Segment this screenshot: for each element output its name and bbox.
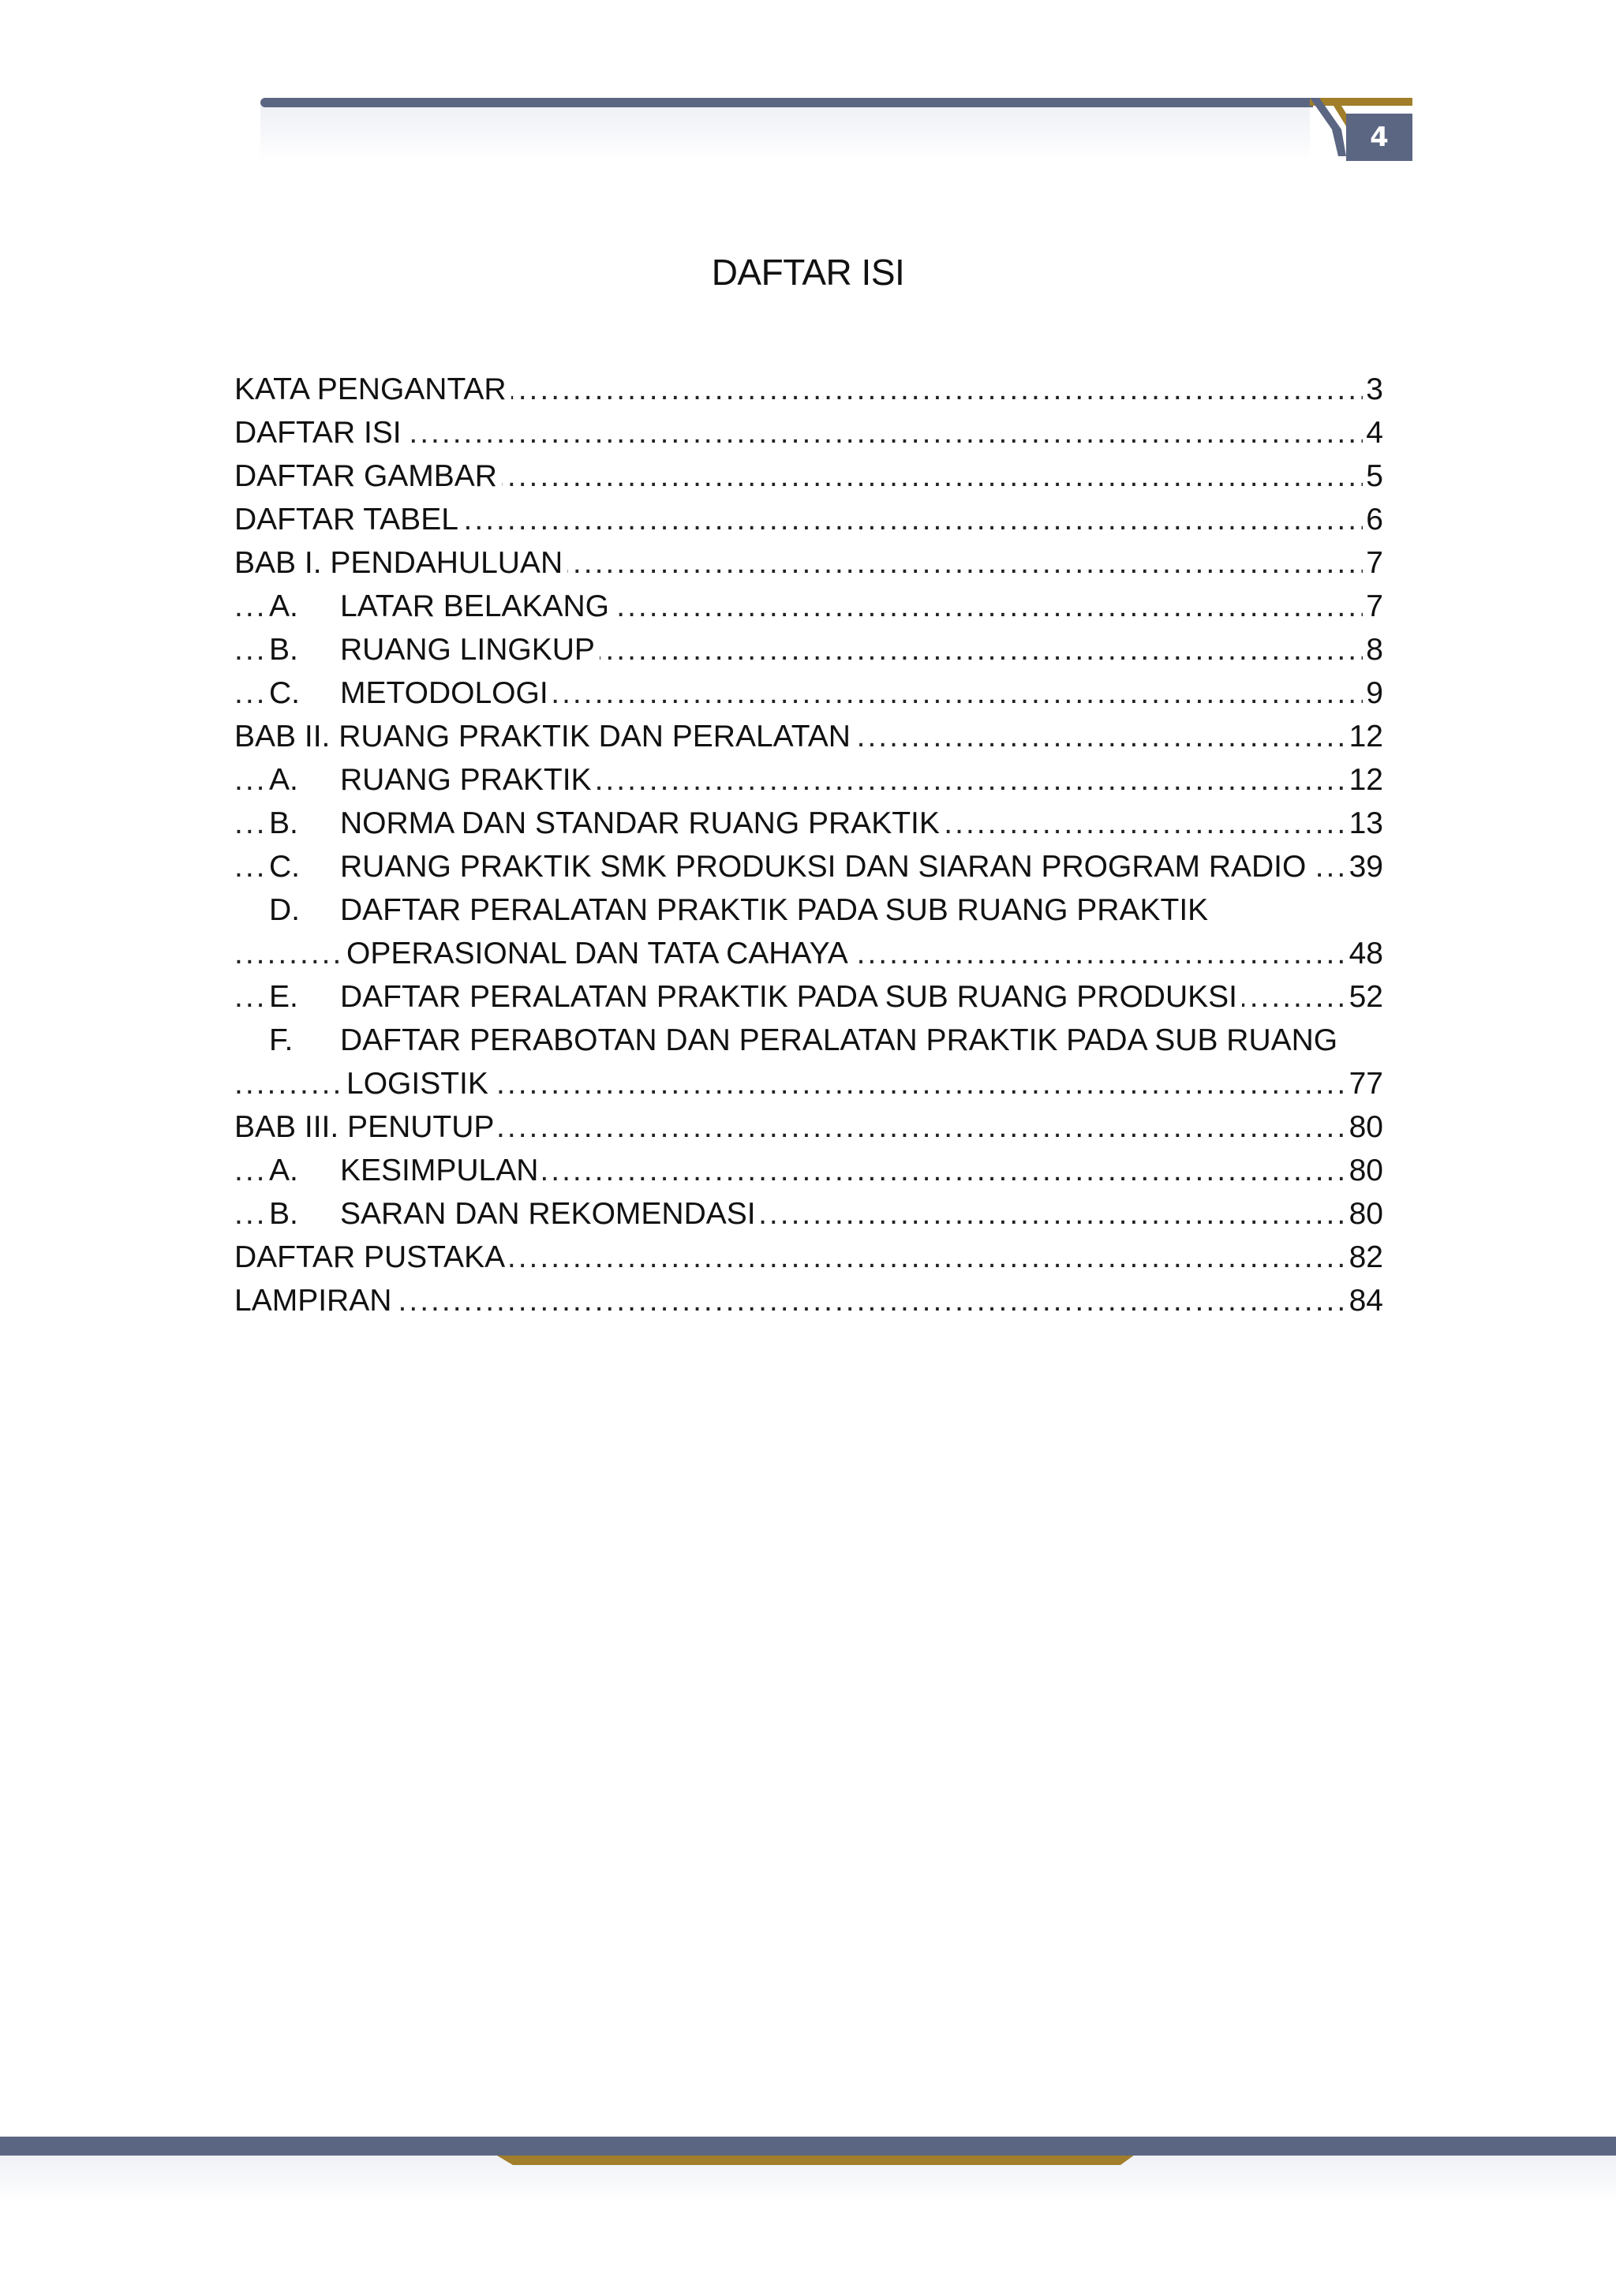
toc-entry-continuation-label: OPERASIONAL DAN TATA CAHAYA (346, 932, 853, 975)
toc-dot-leader (234, 1279, 1383, 1322)
toc-entry[interactable] (234, 715, 1383, 758)
toc-entry-page: 82 (1346, 1236, 1383, 1279)
toc-entry-letter: A. (269, 589, 298, 623)
toc-entry-page: 9 (1363, 671, 1383, 715)
toc-entry-continuation[interactable] (234, 1062, 1383, 1105)
toc-entry-letter: A. (269, 1154, 298, 1187)
toc-entry-label: DAFTAR PERABOTAN DAN PERALATAN PRAKTIK PADA SUB RUANG (340, 1023, 1338, 1057)
toc-entry-title (269, 628, 600, 671)
toc-dot-leader (234, 411, 1383, 454)
toc-entry-letter: F. (269, 1023, 294, 1057)
toc-entry-title (234, 368, 511, 411)
toc-entry-letter: C. (269, 850, 300, 884)
toc-entry-label: RUANG PRAKTIK (340, 763, 592, 797)
toc-entry-label: DAFTAR ISI (234, 416, 402, 450)
page-title: DAFTAR ISI (711, 252, 905, 293)
toc-entry-title (234, 541, 567, 585)
toc-entry-continuation[interactable] (234, 932, 1383, 975)
toc-entry-title (234, 715, 855, 758)
toc-entry[interactable] (234, 975, 1383, 1019)
toc-entry-title (234, 1105, 499, 1149)
toc-entry-label: KESIMPULAN (340, 1154, 539, 1187)
toc-entry[interactable] (234, 802, 1383, 845)
toc-entry-label: DAFTAR PUSTAKA (234, 1240, 506, 1274)
toc-entry-letter: C. (269, 676, 300, 710)
toc-entry-label: DAFTAR GAMBAR (234, 459, 497, 493)
toc-entry-label: DAFTAR TABEL (234, 503, 458, 537)
toc-entry-title (269, 758, 597, 802)
toc-entry-label: BAB II. RUANG PRAKTIK DAN PERALATAN (234, 720, 851, 753)
toc-entry[interactable] (234, 758, 1383, 802)
toc-entry-page: 3 (1363, 368, 1383, 411)
toc-entry-page: 80 (1346, 1149, 1383, 1192)
toc-entry[interactable] (234, 671, 1383, 715)
toc-entry-title (269, 1019, 1337, 1062)
toc-entry[interactable] (234, 628, 1383, 671)
header-rule (260, 98, 1313, 107)
toc-entry[interactable] (234, 454, 1383, 498)
toc-entry-letter: E. (269, 980, 298, 1014)
toc-entry[interactable] (234, 1019, 1383, 1062)
table-of-contents (234, 368, 1383, 1322)
toc-entry-title (269, 1192, 761, 1236)
toc-entry-continuation-label: LOGISTIK (346, 1062, 493, 1105)
toc-entry-title (269, 888, 1208, 932)
toc-entry-letter: B. (269, 1197, 298, 1231)
toc-entry-label: SARAN DAN REKOMENDASI (340, 1197, 756, 1231)
toc-entry-page: 80 (1346, 1105, 1383, 1149)
toc-entry-title (269, 1149, 543, 1192)
toc-entry-page: 84 (1346, 1279, 1383, 1322)
toc-entry-page: 12 (1346, 758, 1383, 802)
toc-entry[interactable] (234, 1105, 1383, 1149)
toc-entry-label: BAB I. PENDAHULUAN (234, 546, 563, 580)
toc-entry-page: 39 (1346, 845, 1383, 888)
toc-entry[interactable] (234, 1149, 1383, 1192)
toc-entry-letter: A. (269, 763, 298, 797)
toc-entry[interactable] (234, 411, 1383, 454)
toc-entry-label: RUANG LINGKUP (340, 633, 595, 667)
toc-entry[interactable] (234, 368, 1383, 411)
toc-entry-label: NORMA DAN STANDAR RUANG PRAKTIK (340, 806, 940, 840)
toc-entry-letter: B. (269, 806, 298, 840)
toc-entry-page: 8 (1363, 628, 1383, 671)
toc-entry-label: KATA PENGANTAR (234, 372, 507, 406)
toc-entry-label: BAB III. PENUTUP (234, 1110, 495, 1144)
footer-rule (0, 2137, 1616, 2156)
toc-entry[interactable] (234, 1279, 1383, 1322)
toc-entry-page: 77 (1346, 1062, 1383, 1105)
toc-entry-page: 52 (1346, 975, 1383, 1019)
toc-entry-title (234, 411, 406, 454)
page-number-badge: 4 (1346, 114, 1412, 161)
toc-entry-title (269, 975, 1242, 1019)
toc-entry[interactable] (234, 541, 1383, 585)
toc-entry-letter: B. (269, 633, 298, 667)
toc-entry-label: RUANG PRAKTIK SMK PRODUKSI DAN SIARAN PROGRAM RADIO (340, 850, 1307, 884)
toc-entry-letter: D. (269, 893, 300, 927)
toc-entry-page: 7 (1363, 541, 1383, 585)
toc-entry[interactable] (234, 1236, 1383, 1279)
toc-entry-page: 7 (1363, 585, 1383, 628)
toc-entry-label: LAMPIRAN (234, 1284, 392, 1318)
toc-entry-label: METODOLOGI (340, 676, 548, 710)
toc-entry-label: LATAR BELAKANG (340, 589, 610, 623)
toc-entry-page: 5 (1363, 454, 1383, 498)
toc-entry-title (234, 454, 502, 498)
toc-entry-page: 48 (1346, 932, 1383, 975)
toc-entry-title (234, 498, 463, 541)
toc-entry-page: 12 (1346, 715, 1383, 758)
toc-entry-label: DAFTAR PERALATAN PRAKTIK PADA SUB RUANG PRODUKSI (340, 980, 1237, 1014)
toc-entry-page: 4 (1363, 411, 1383, 454)
toc-entry-page: 6 (1363, 498, 1383, 541)
toc-entry-label: DAFTAR PERALATAN PRAKTIK PADA SUB RUANG PRAKTIK (340, 893, 1209, 927)
toc-entry[interactable] (234, 585, 1383, 628)
toc-entry-page: 80 (1346, 1192, 1383, 1236)
header-shadow (260, 106, 1310, 161)
toc-entry[interactable] (234, 1192, 1383, 1236)
toc-entry-title (234, 1279, 396, 1322)
toc-entry[interactable] (234, 888, 1383, 932)
toc-entry[interactable] (234, 845, 1383, 888)
toc-entry-title (269, 802, 945, 845)
toc-entry-title (269, 845, 1311, 888)
toc-entry-title (269, 671, 553, 715)
toc-entry-title (269, 585, 614, 628)
toc-entry-page: 13 (1346, 802, 1383, 845)
toc-entry-title (234, 1236, 510, 1279)
toc-entry[interactable] (234, 498, 1383, 541)
